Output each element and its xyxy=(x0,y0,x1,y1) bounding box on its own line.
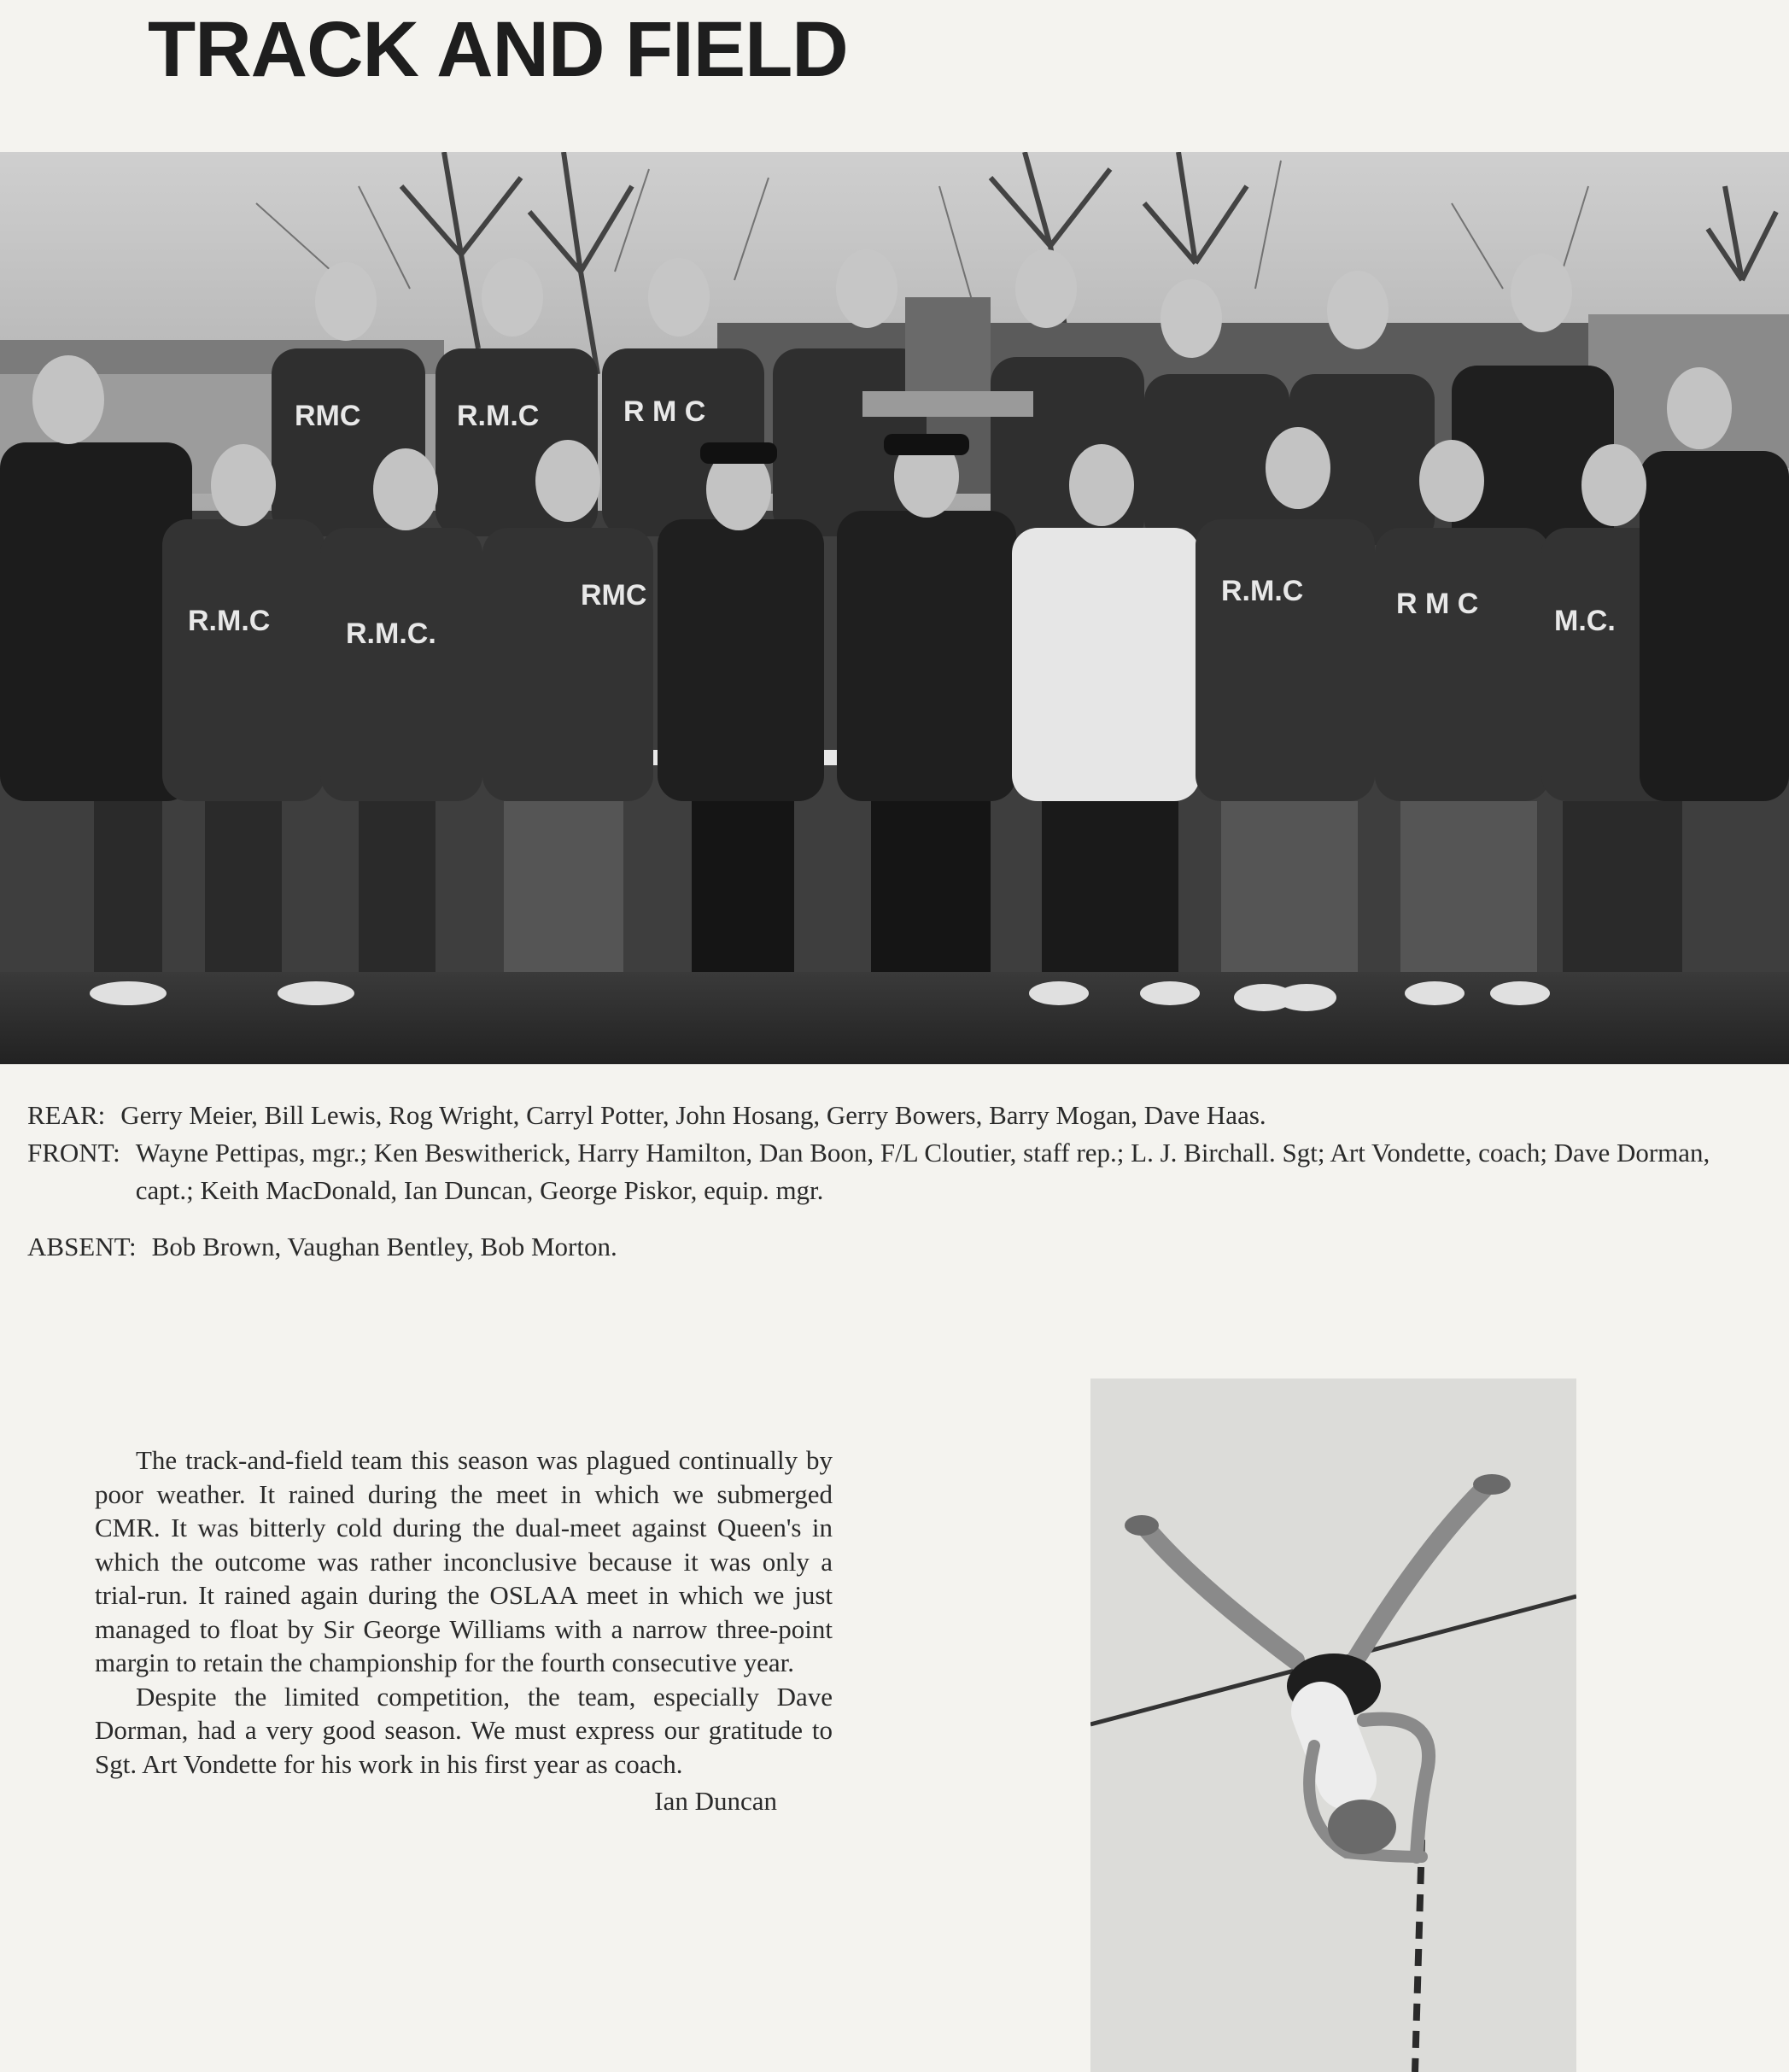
caption-absent-label: ABSENT: xyxy=(27,1232,137,1261)
team-photo-illustration xyxy=(0,152,1789,1064)
team-photo xyxy=(0,152,1789,1064)
jersey-text: M.C. xyxy=(1554,605,1616,637)
page-title: TRACK AND FIELD xyxy=(148,6,848,93)
photo-captions xyxy=(27,1097,1752,1266)
caption-absent xyxy=(27,1228,1752,1266)
caption-absent-names: Bob Brown, Vaughan Bentley, Bob Morton. xyxy=(151,1232,617,1261)
article-author: Ian Duncan xyxy=(654,1786,777,1816)
jersey-text: RMC xyxy=(581,579,647,612)
caption-front-label: FRONT: xyxy=(27,1138,120,1168)
caption-rear-label: REAR: xyxy=(27,1100,106,1130)
article-paragraph: The track-and-field team this season was plagued continually by poor weather. It rained during the meet in which we submerged CMR. It was bitterly cold during the dual-meet against Queen's in which the outcome was rather inconclusive because it was only a trial-run. It rained again during the OSLAA meet in which we just managed to float by Sir George Williams with a narrow three-point margin to retain the championship for the fourth consecutive year. xyxy=(95,1445,833,1677)
jersey-text: R M C xyxy=(1396,588,1479,620)
caption-front-names: Wayne Pettipas, mgr.; Ken Beswitherick, Harry Hamilton, Dan Boon, F/L Cloutier, staff rep.; L. J. Birchall. Sgt; Art Vondette, coach; Dave Dorman, capt.; Keith MacDonald, Ian Duncan, George Piskor, equip. mgr. xyxy=(135,1138,1710,1205)
article-paragraph: Despite the limited competition, the team, especially Dave Dorman, had a very good season. We must express our gratitude to Sgt. Art Vondette for his work in his first year as coach. xyxy=(95,1681,833,1779)
jersey-text: RMC xyxy=(295,400,361,432)
jersey-text: R.M.C xyxy=(1221,575,1304,607)
caption-rear-names: Gerry Meier, Bill Lewis, Rog Wright, Carryl Potter, John Hosang, Gerry Bowers, Barry Mogan, Dave Haas. xyxy=(120,1100,1266,1130)
jersey-text: R.M.C xyxy=(457,400,540,432)
pole-vault-photo xyxy=(1090,1378,1576,2072)
jersey-text: R M C xyxy=(623,395,706,428)
jersey-text: R.M.C xyxy=(188,605,271,637)
jersey-text: R.M.C. xyxy=(346,618,436,650)
caption-rear xyxy=(27,1097,1752,1134)
caption-front xyxy=(27,1134,1752,1209)
article-body xyxy=(95,1443,833,1818)
pole-vault-illustration xyxy=(1090,1378,1576,2072)
